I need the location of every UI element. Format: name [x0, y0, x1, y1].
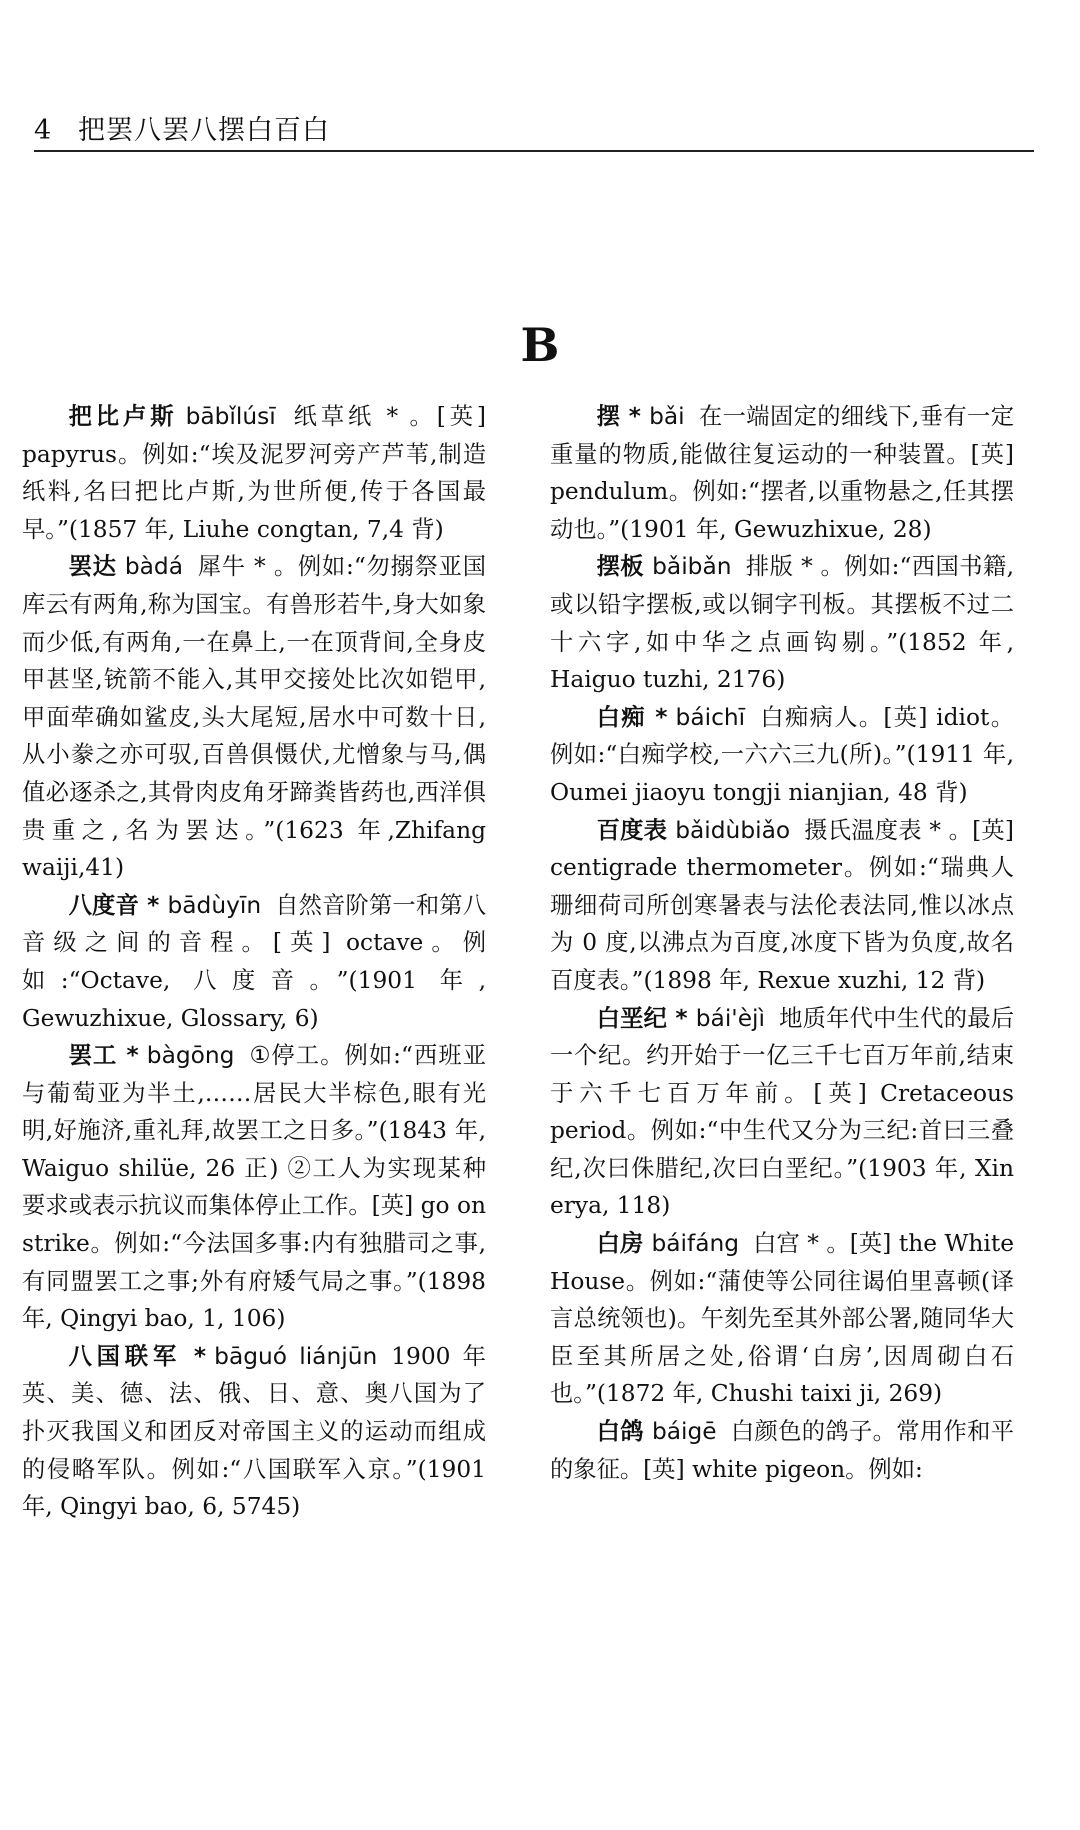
entry-pinyin: bàgōng — [146, 1042, 235, 1070]
dictionary-entry — [550, 812, 1014, 1000]
entry-headword: 白房 — [596, 1230, 644, 1258]
dictionary-entry — [550, 1413, 1014, 1488]
entry-headword: 白痴 * — [596, 703, 668, 731]
dictionary-entry — [550, 699, 1014, 812]
entry-text: 纸草纸 * 。[英] papyrus。例如:“埃及泥罗河旁产芦苇,制造纸料,名曰把比卢斯,为世所便,传于各国最早。”(1857 年, Liuhe congtan, 7,4 背) — [22, 403, 487, 543]
entry-headword: 把比卢斯 — [68, 403, 178, 430]
entry-text: 1900 年英、美、德、法、俄、日、意、奥八国为了扑灭我国义和团反对帝国主义的运动而组成的侵略军队。例如:“八国联军入京。”(1901 年, Qingyi bao, 6, 5745) — [22, 1342, 486, 1521]
page-number: 4 — [34, 115, 52, 146]
entry-headword: 八国联军 * — [68, 1342, 207, 1370]
entry-text: 犀牛 * 。例如:“勿搦祭亚国库云有两角,称为国宝。有兽形若牛,身大如象而少低,有两角,一在鼻上,一在顶背间,全身皮甲甚坚,铳箭不能入,其甲交接处比次如铠甲,甲面荦确如鲨皮,头大尾短,居水中可数十日,从小豢之亦可驭,百兽俱慑伏,尤憎象与马,偶值必逐杀之,其骨肉皮角牙蹄粪皆药也,西洋俱贵重之,名为罢达。”(1623 年,Zhifang waiji,41) — [22, 553, 487, 882]
entry-headword: 八度音 * — [68, 891, 160, 919]
dictionary-entry — [550, 398, 1014, 548]
entry-pinyin: bái'èjì — [695, 1004, 765, 1032]
entry-headword: 罢工 * — [68, 1042, 139, 1070]
entry-text: 白痴病人。[英] idiot。例如:“白痴学校,一六六三九(所)。”(1911 年, Oumei jiaoyu tongji nianjian, 48 背) — [550, 703, 1014, 806]
entry-pinyin: bàdá — [124, 553, 183, 581]
entry-text: 在一端固定的细线下,垂有一定重量的物质,能做往复运动的一种装置。[英] pendulum。例如:“摆者,以重物悬之,任其摆动也。”(1901 年, Gewuzhixue, 28) — [550, 403, 1014, 543]
entry-pinyin: bāguó liánjūn — [214, 1342, 378, 1370]
dictionary-entry — [22, 1037, 486, 1338]
entry-text: 白颜色的鸽子。常用作和平的象征。[英] white pigeon。例如: — [550, 1418, 1015, 1483]
header-rule — [34, 150, 1034, 152]
entry-headword: 罢达 — [68, 553, 117, 581]
dictionary-entry — [22, 398, 486, 548]
entry-pinyin: báifáng — [651, 1230, 740, 1258]
entry-text: 地质年代中生代的最后一个纪。约开始于一亿三千七百万年前,结束于六千七百万年前。[英] Cretaceous period。例如:“中生代又分为三纪:首曰三叠纪,次曰侏腊纪,次曰白垩纪。”(1903 年, Xin erya, 118) — [550, 1004, 1014, 1220]
dictionary-entry — [22, 548, 486, 886]
entry-text: 排版 * 。例如:“西国书籍,或以铅字摆板,或以铜字刊板。其摆板不过二十六字,如中华之点画钩剔。”(1852 年, Haiguo tuzhi, 2176) — [550, 553, 1015, 694]
running-head — [34, 108, 1034, 147]
dictionary-entry — [22, 1338, 486, 1526]
entry-pinyin: bǎibǎn — [652, 553, 732, 581]
right-column — [550, 398, 1014, 1488]
entry-headword: 白鸽 — [596, 1418, 644, 1446]
dictionary-entry — [22, 887, 486, 1037]
entry-text: 自然音阶第一和第八音级之间的音程。[英] octave。例如:“Octave, 八度音。”(1901 年, Gewuzhixue, Glossary, 6) — [22, 891, 486, 1032]
entry-pinyin: bābǐlúsī — [185, 403, 276, 430]
dictionary-entry — [550, 548, 1014, 698]
dictionary-entry — [550, 1000, 1014, 1226]
entry-pinyin: bādùyīn — [167, 891, 262, 919]
left-column — [22, 398, 486, 1526]
entry-headword: 摆板 — [596, 553, 644, 581]
entry-pinyin: bǎidùbiǎo — [675, 816, 791, 844]
entry-pinyin: bǎi — [649, 403, 685, 430]
running-head-title: 把罢八罢八摆白百白 — [78, 115, 330, 146]
dictionary-entry — [550, 1225, 1014, 1413]
entry-pinyin: báichī — [675, 703, 746, 731]
entry-text: ①停工。例如:“西班亚与葡萄亚为半土,……居民大半棕色,眼有光明,好施济,重礼拜,故罢工之日多。”(1843 年, Waiguo shilüe, 26 正) ②工人为实现某种要求或表示抗议而集体停止工作。[英] go on strike。例如:“今法国多事:内有独腊司之事,有同盟罢工之事;外有府矮气局之事。”(1898 年, Qingyi bao, 1, 106) — [22, 1042, 486, 1333]
entry-headword: 摆 * — [596, 403, 641, 430]
entry-text: 白宫 * 。[英] the White House。例如:“蒲使等公同往谒伯里喜顿(译言总统领也)。午刻先至其外部公署,随同华大臣至其所居之处,俗谓‘白房’,因周砌白石也。”(1872 年, Chushi taixi ji, 269) — [550, 1230, 1015, 1408]
entry-headword: 百度表 — [596, 816, 668, 844]
entry-headword: 白垩纪 * — [596, 1004, 688, 1032]
section-letter: B — [520, 318, 560, 372]
entry-pinyin: báigē — [651, 1418, 717, 1446]
entry-text: 摄氏温度表 * 。[英] centigrade thermometer。例如:“瑞典人珊细荷司所创寒暑表与法伦表法同,惟以冰点为 0 度,以沸点为百度,冰度下皆为负度,故名百度表。”(1898 年, Rexue xuzhi, 12 背) — [550, 816, 1015, 994]
